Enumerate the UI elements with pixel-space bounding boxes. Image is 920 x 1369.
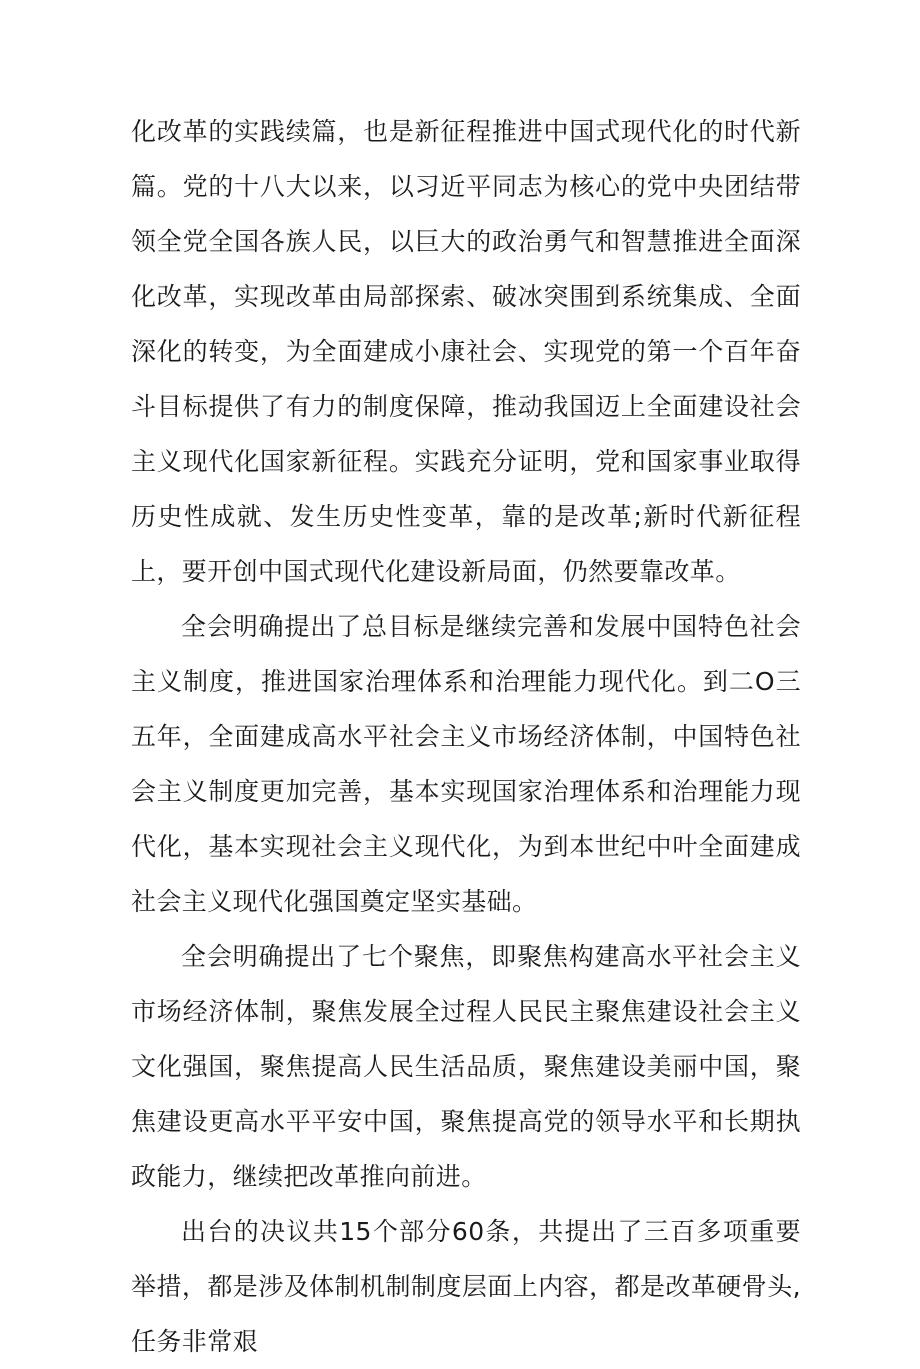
paragraph-1: 化改革的实践续篇，也是新征程推进中国式现代化的时代新篇。党的十八大以来，以习近平同志为核心的党中央团结带领全党全国各族人民，以巨大的政治勇气和智慧推进全面深化改革，实现改革由局部探索、破冰突围到系统集成、全面深化的转变，为全面建成小康社会、实现党的第一个百年奋斗目标提供了有力的制度保障，推动我国迈上全面建设社会主义现代化国家新征程。实践充分证明，党和国家事业取得历史性成就、发生历史性变革，靠的是改革;新时代新征程上，要开创中国式现代化建设新局面，仍然要靠改革。	[131, 117, 801, 586]
paragraph-4: 出台的决议共15个部分60条，共提出了三百多项重要举措，都是涉及体制机制制度层面上内容，都是改革硬骨头,任务非常艰	[131, 1217, 801, 1356]
document-page	[131, 104, 801, 1369]
paragraph-2: 全会明确提出了总目标是继续完善和发展中国特色社会主义制度，推进国家治理体系和治理能力现代化。到二O三五年，全面建成高水平社会主义市场经济体制，中国特色社会主义制度更加完善，基本实现国家治理体系和治理能力现代化，基本实现社会主义现代化，为到本世纪中叶全面建成社会主义现代化强国奠定坚实基础。	[131, 612, 801, 916]
paragraph-3: 全会明确提出了七个聚焦，即聚焦构建高水平社会主义市场经济体制，聚焦发展全过程人民民主聚焦建设社会主义文化强国，聚焦提高人民生活品质，聚焦建设美丽中国，聚焦建设更高水平平安中国，聚焦提高党的领导水平和长期执政能力，继续把改革推向前进。	[131, 942, 801, 1191]
